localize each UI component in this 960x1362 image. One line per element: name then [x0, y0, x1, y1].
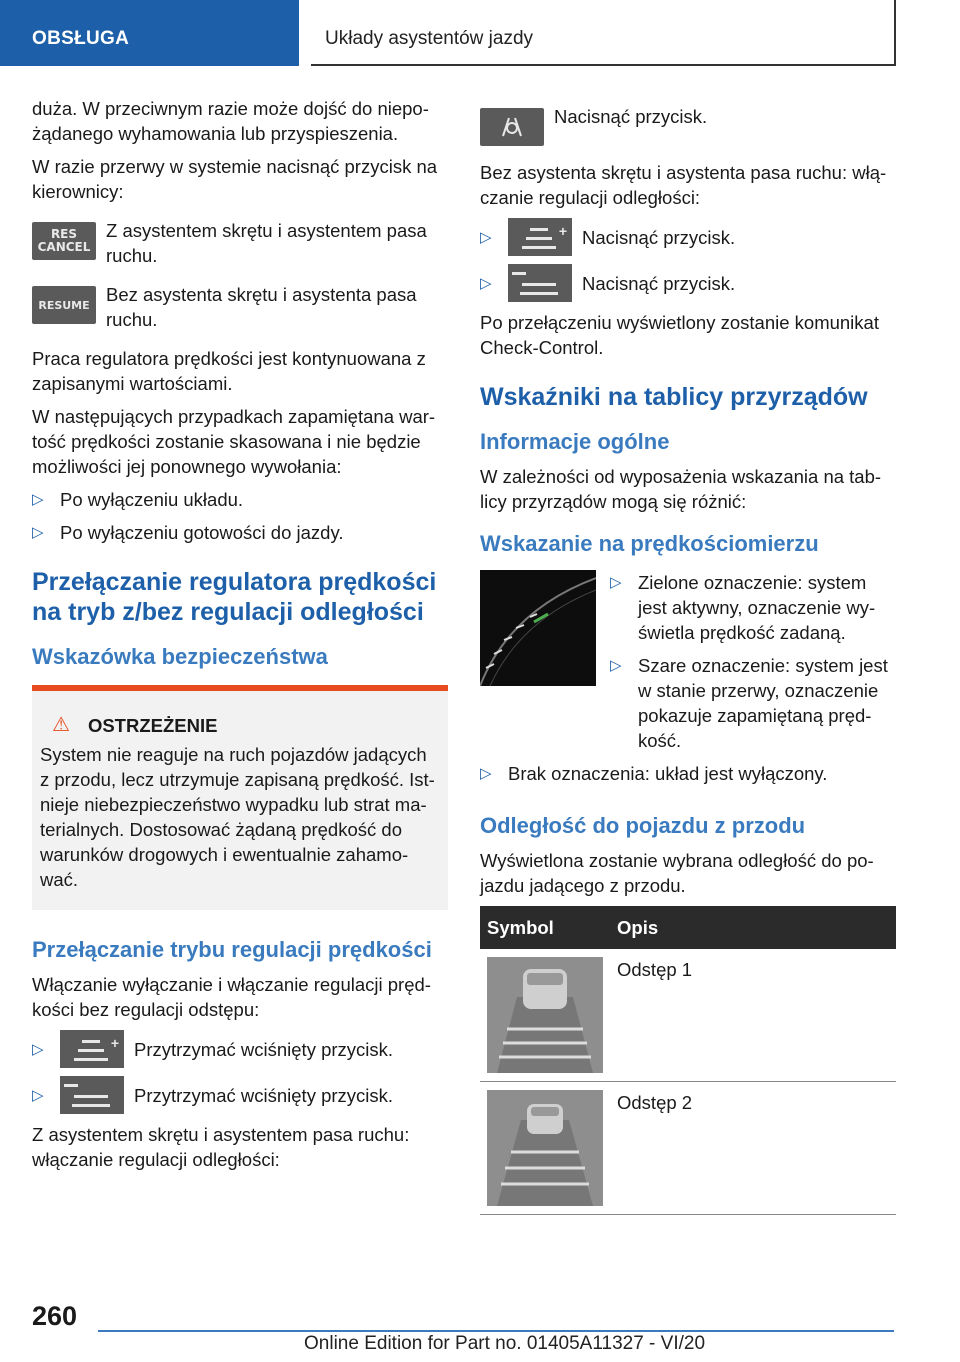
list-item: ▷ Brak oznaczenia: układ jest wyłączony.: [480, 763, 828, 784]
distance-increase-button-icon: +: [60, 1030, 124, 1068]
table-header: Opis: [610, 906, 896, 949]
resume-description: Bez asystenta skrętu i asystenta pasa ruchu.: [106, 284, 417, 330]
res-cancel-description: Z asystentem skrętu i asystentem pasa ruchu.: [106, 220, 427, 266]
subsection-heading: Odległość do pojazdu z przodu: [480, 813, 806, 838]
distance-minus-button-row: ▷ Nacisnąć przycisk.: [480, 264, 896, 302]
header-section-tab: [0, 0, 299, 66]
paragraph: Z asystentem skrętu i asystentem pasa ruchu: włączanie regulacji odległości:: [32, 1124, 410, 1170]
speedo-block: [480, 570, 896, 761]
assist-description: Nacisnąć przycisk.: [554, 106, 708, 127]
distance-increase-button-icon: +: [508, 218, 572, 256]
paragraph: Bez asystenta skrętu i asystenta pasa ruchu: włą-czanie regulacji odległości:: [480, 162, 887, 208]
list-item: ▷ Po wyłączeniu układu.: [32, 489, 244, 510]
paragraph: W zależności od wyposażenia wskazania na tab-licy przyrządów mogą się różnić:: [480, 466, 882, 512]
triangle-bullet-icon: ▷: [32, 1040, 44, 1058]
triangle-bullet-icon: ▷: [32, 1086, 44, 1104]
distance-minus-button-row: ▷ Przytrzymać wciśnięty przycisk.: [32, 1076, 448, 1114]
triangle-bullet-icon: ▷: [610, 657, 622, 674]
subsection-heading: Wskazówka bezpieczeństwa: [32, 644, 328, 669]
section-heading: Wskaźniki na tablicy przyrządów: [480, 383, 868, 411]
resume-row: [32, 282, 448, 332]
paragraph: duża. W przeciwnym razie może dojść do niepo-żądanego wyhamowania lub przyspieszenia.: [32, 98, 429, 144]
distance-table: [480, 906, 896, 1215]
warning-header: [52, 713, 440, 738]
triangle-bullet-icon: ▷: [32, 491, 44, 508]
paragraph: W następujących przypadkach zapamiętana war-tość prędkości zostanie skasowana i nie będzie możliwości jej ponownego wywołania:: [32, 406, 436, 477]
header-chapter-title: Układy asystentów jazdy: [325, 28, 534, 49]
warning-triangle-icon: ⚠: [52, 714, 70, 736]
subsection-heading: Wskazanie na prędkościomierzu: [480, 531, 819, 556]
header-section-title: OBSŁUGA: [32, 28, 130, 49]
car-distance-1-image: [487, 957, 603, 1073]
paragraph: Praca regulatora prędkości jest kontynuowana z zapisanymi wartościami.: [32, 348, 426, 394]
triangle-bullet-icon: ▷: [480, 274, 492, 292]
table-row: [480, 949, 896, 1082]
speedometer-image: [480, 570, 596, 686]
header-chapter: [311, 0, 896, 66]
distance-decrease-button-icon: [60, 1076, 124, 1114]
left-column: [32, 96, 448, 1180]
table-cell: Odstęp 1: [610, 949, 896, 1082]
page-number: 260: [32, 1301, 78, 1331]
resume-button-icon: RESUME: [32, 286, 96, 324]
subsection-heading: Przełączanie trybu regulacji prędkości: [32, 937, 432, 962]
distance-decrease-button-icon: [508, 264, 572, 302]
warning-text: System nie reaguje na ruch pojazdów jadących z przodu, lecz utrzymuje zapisaną prędkość. Ist-nieje niebezpieczeństwo wypadku lub strat ma-terialnych. Dostosować żądaną prędkość do warunków drogowych i ewentualnie zahamo-wać.: [40, 744, 435, 890]
footer-edition: Online Edition for Part no. 01405A11327 - VI/20: [304, 1333, 706, 1354]
distance-plus-button-row: ▷ + Nacisnąć przycisk.: [480, 218, 896, 256]
warning-title: OSTRZEŻENIE: [87, 715, 218, 736]
car-distance-2-image: [487, 1090, 603, 1206]
right-column: [480, 104, 896, 1215]
list-item: ▷ Zielone oznaczenie: system jest aktywny, oznaczenie wy-świetla prędkość zadaną.: [610, 572, 876, 643]
footer-divider: [98, 1330, 894, 1332]
triangle-bullet-icon: ▷: [480, 765, 492, 782]
triangle-bullet-icon: ▷: [610, 574, 622, 591]
res-cancel-button-icon: RES CANCEL: [32, 222, 96, 260]
warning-box: [32, 691, 448, 910]
paragraph: Włączanie wyłączanie i włączanie regulacji pręd-kości bez regulacji odstępu:: [32, 974, 431, 1020]
table-header: Symbol: [480, 906, 610, 949]
res-cancel-row: [32, 218, 448, 268]
list-item: ▷ Po wyłączeniu gotowości do jazdy.: [32, 522, 344, 543]
table-row: [480, 1082, 896, 1215]
paragraph: Wyświetlona zostanie wybrana odległość do po-jazdu jadącego z przodu.: [480, 850, 874, 896]
subsection-heading: Informacje ogólne: [480, 429, 670, 454]
paragraph: Po przełączeniu wyświetlony zostanie komunikat Check-Control.: [480, 312, 879, 358]
section-heading: Przełączanie regulatora prędkości na tryb z/bez regulacji odległości: [32, 568, 437, 626]
steering-driver-icon: [497, 112, 527, 142]
distance-plus-button-row: ▷ + Przytrzymać wciśnięty przycisk.: [32, 1030, 448, 1068]
list-item: ▷ Szare oznaczenie: system jest w stanie przerwy, oznaczenie pokazuje zapamiętaną pręd-kość.: [610, 655, 888, 751]
triangle-bullet-icon: ▷: [32, 524, 44, 541]
assist-button-row: [480, 104, 896, 146]
triangle-bullet-icon: ▷: [480, 228, 492, 246]
driver-assist-button-icon: [480, 108, 544, 146]
paragraph: W razie przerwy w systemie nacisnąć przycisk na kierownicy:: [32, 156, 438, 202]
table-cell: Odstęp 2: [610, 1082, 896, 1215]
